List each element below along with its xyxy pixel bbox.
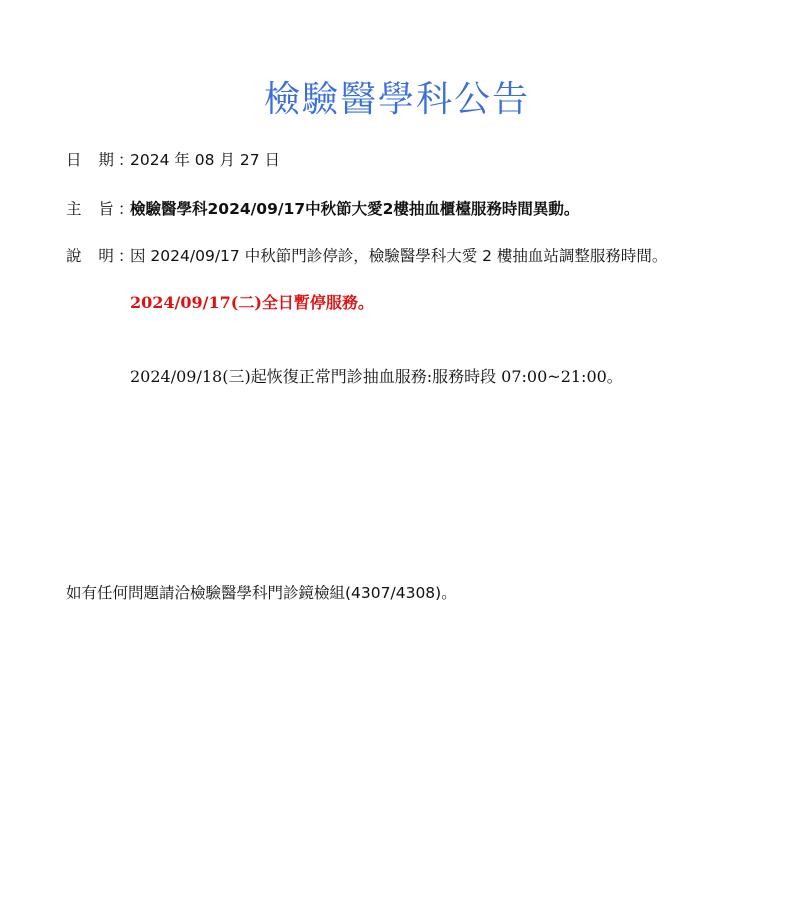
closure-notice: 2024/09/17(二)全日暫停服務。	[130, 293, 374, 312]
subject-label: 主 旨	[66, 200, 120, 218]
date-value: 2024 年 08 月 27 日	[130, 151, 281, 169]
subject-value: 檢驗醫學科2024/09/17中秋節大愛2樓抽血櫃檯服務時間異動。	[130, 200, 580, 218]
subject-row	[66, 198, 579, 220]
resume-notice: 2024/09/18(三)起恢復正常門診抽血服務:服務時段 07:00~21:00。	[130, 367, 623, 386]
description-value: 因 2024/09/17 中秋節門診停診，檢驗醫學科大愛 2 樓抽血站調整服務時間。	[130, 247, 668, 265]
description-label: 說 明	[66, 247, 120, 265]
subject-colon: ：	[118, 200, 134, 218]
date-row	[66, 149, 280, 171]
announcement-title: 檢驗醫學科公告	[263, 79, 530, 120]
contact-note: 如有任何問題請洽檢驗醫學科門診鏡檢組(4307/4308)。	[66, 584, 457, 602]
description-colon: ：	[118, 247, 134, 265]
description-row	[66, 245, 667, 267]
date-colon: ：	[118, 151, 134, 169]
date-label: 日 期	[66, 151, 120, 169]
